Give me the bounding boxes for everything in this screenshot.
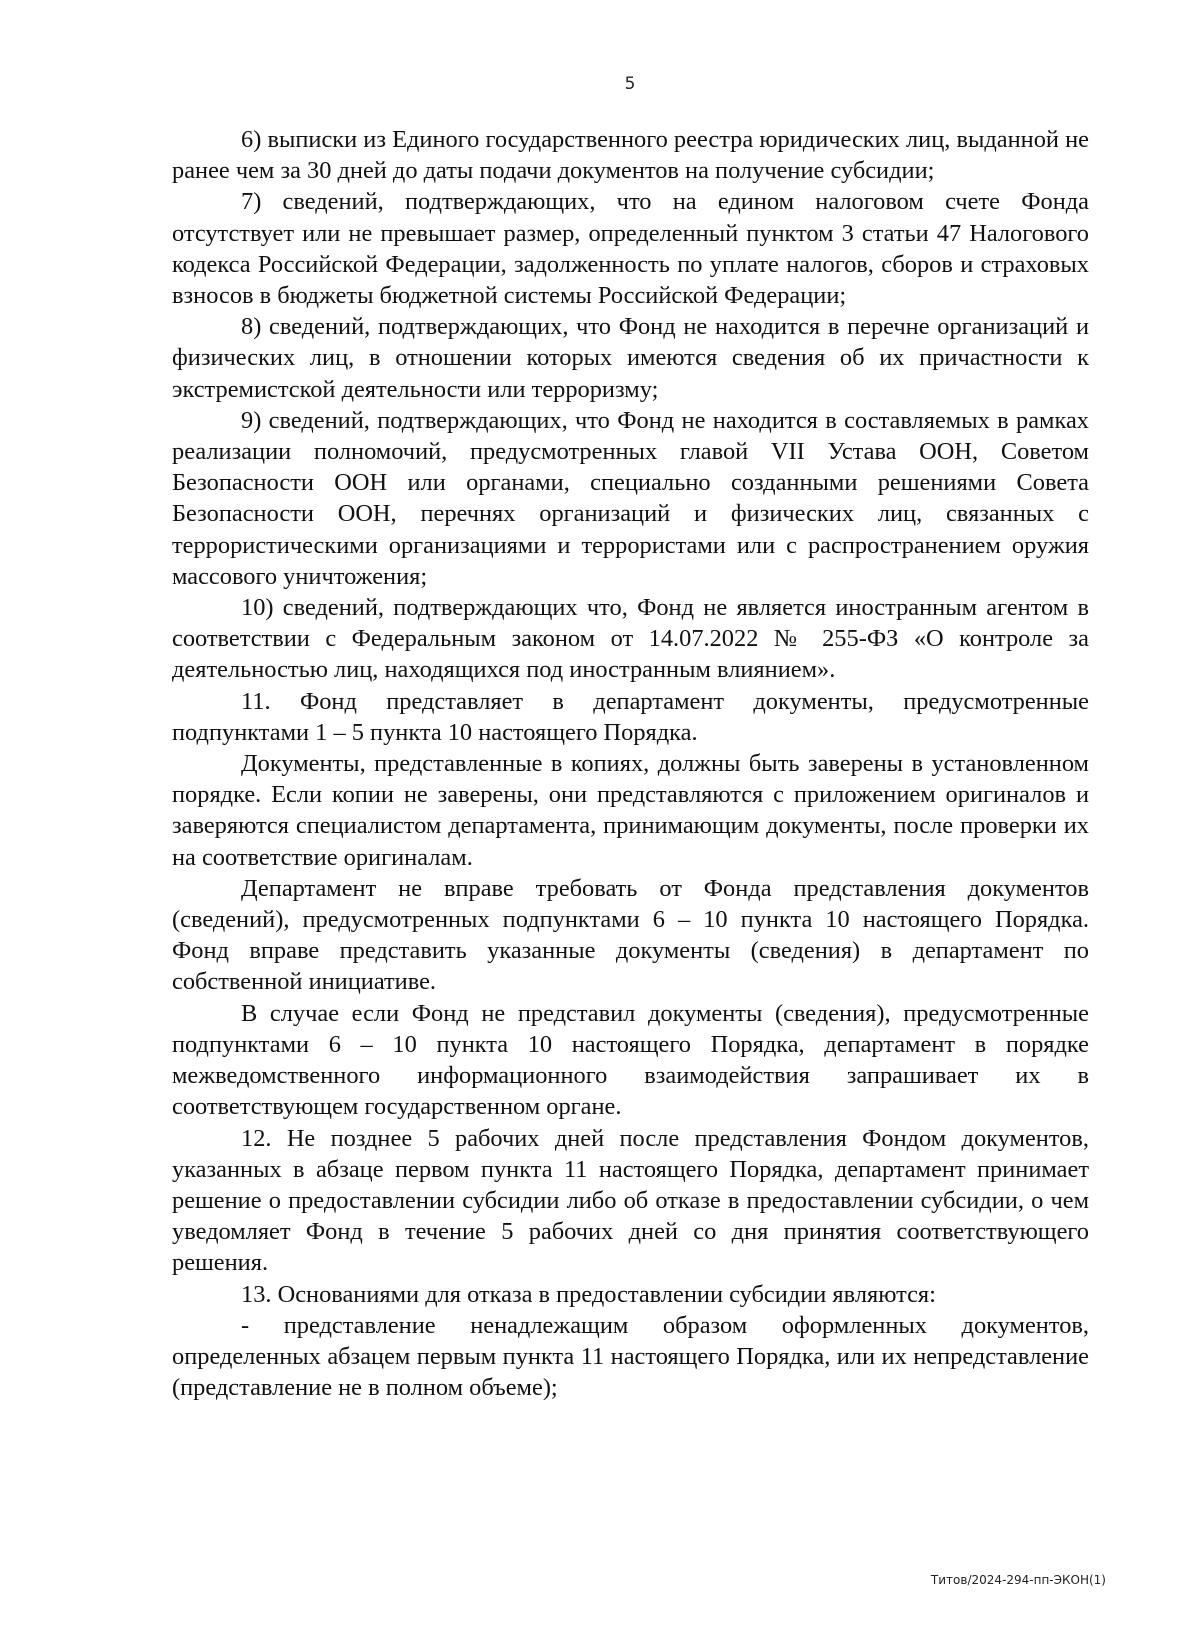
paragraph-clause-11: 11. Фонд представляет в департамент документы, предусмотренные подпунктами 1 – 5 пункта 10 настоящего Порядка. [172,687,1089,746]
paragraph-clause-13: 13. Основаниями для отказа в предоставлении субсидии являются: [241,1280,936,1308]
paragraph-interagency-request: В случае если Фонд не представил документы (сведения), предусмотренные подпунктами 6 – 10 пункта 10 настоящего Порядка, департамент в порядке межведомственного информационного взаимодействия запрашивает их в соответствующем государственном органе. [172,999,1089,1121]
paragraph-department-rights: Департамент не вправе требовать от Фонда представления документов (сведений), предусмотренных подпунктами 6 – 10 пункта 10 настоящего Порядка. Фонд вправе представить указанные документы (сведения) в департамент по собственной инициативе. [172,874,1089,996]
paragraph-item-7: 7) сведений, подтверждающих, что на едином налоговом счете Фонда отсутствует или не превышает размер, определенный пунктом 3 статьи 47 Налогового кодекса Российской Федерации, задолженность по уплате налогов, сборов и страховых взносов в бюджеты бюджетной системы Российской Федерации; [172,188,1089,310]
paragraph-clause-12: 12. Не позднее 5 рабочих дней после представления Фондом документов, указанных в абзаце первом пункта 11 настоящего Порядка, департамент принимает решение о предоставлении субсидии либо об отказе в предоставлении субсидии, о чем уведомляет Фонд в течение 5 рабочих дней со дня принятия соответствующего решения. [172,1124,1089,1277]
document-code: Титов/2024-294-пп-ЭКОН(1) [930,1573,1106,1587]
paragraph-item-9: 9) сведений, подтверждающих, что Фонд не находится в составляемых в рамках реализации полномочий, предусмотренных главой VII Устава ООН, Советом Безопасности ООН или органами, специально созданными решениями Совета Безопасности ООН, перечнях организаций и физических лиц, связанных с террористическими организациями и террористами или с распространением оружия массового уничтожения; [172,406,1089,590]
paragraph-copies: Документы, представленные в копиях, должны быть заверены в установленном порядке. Если копии не заверены, они представляются с приложением оригиналов и заверяются специалистом департамента, принимающим документы, после проверки их на соответствие оригиналам. [172,750,1089,871]
page-number: 5 [624,74,636,94]
paragraph-refusal-ground-1: - представление ненадлежащим образом оформленных документов, определенных абзацем первым пункта 11 настоящего Порядка, или их непредставление (представление не в полном объеме); [172,1311,1089,1402]
paragraph-item-10: 10) сведений, подтверждающих что, Фонд не является иностранным агентом в соответствии с Федеральным законом от 14.07.2022 № 255-ФЗ «О контроле за деятельностью лиц, находящихся под иностранным влиянием». [172,594,1089,684]
paragraph-item-8: 8) сведений, подтверждающих, что Фонд не находится в перечне организаций и физических лиц, в отношении которых имеются сведения об их причастности к экстремистской деятельности или терроризму; [172,313,1089,403]
document-body [172,124,1089,1403]
paragraph-item-6: 6) выписки из Единого государственного реестра юридических лиц, выданной не ранее чем за 30 дней до даты подачи документов на получение субсидии; [172,126,1089,185]
